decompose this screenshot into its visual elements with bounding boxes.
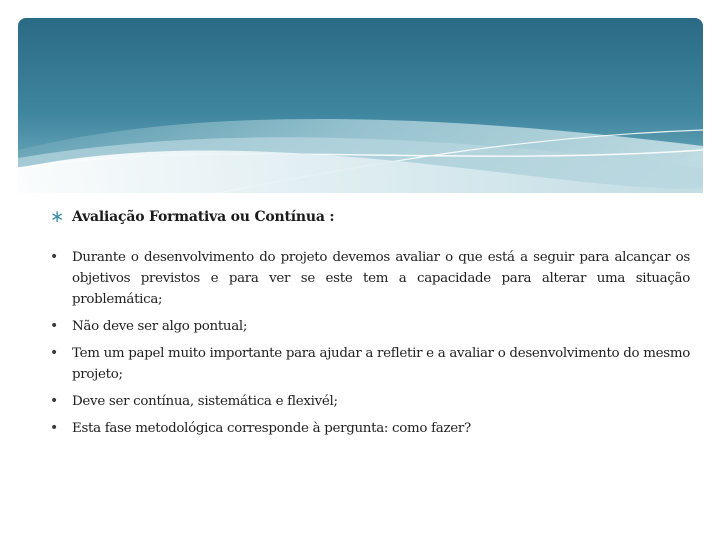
list-item	[50, 247, 690, 310]
heading-text: Avaliação Formativa ou Contínua :	[72, 209, 335, 225]
slide-content	[50, 205, 690, 445]
bullet-icon: •	[50, 345, 59, 361]
list-item-text: Não deve ser algo pontual;	[72, 319, 248, 334]
bullet-icon: •	[50, 420, 59, 436]
list-item-text: Deve ser contínua, sistemática e flexivél;	[72, 394, 338, 409]
list-item-text: Tem um papel muito importante para ajudar a refletir e a avaliar o desenvolvimento do mesmo projeto;	[72, 346, 690, 382]
list-item-text: Esta fase metodológica corresponde à pergunta: como fazer?	[72, 421, 471, 436]
bullet-icon: •	[50, 318, 59, 334]
list-item	[50, 343, 690, 385]
list-item	[50, 391, 690, 412]
list-item-text: Durante o desenvolvimento do projeto devemos avaliar o que está a seguir para alcançar os objetivos previstos e para ver se este tem a capacidade para alterar uma situação problemática;	[72, 250, 690, 307]
bullet-list	[50, 247, 690, 439]
bullet-icon: •	[50, 249, 59, 265]
asterisk-icon: ∗	[50, 207, 65, 227]
header-banner	[18, 18, 703, 193]
section-heading	[50, 205, 690, 229]
list-item	[50, 316, 690, 337]
bullet-icon: •	[50, 393, 59, 409]
list-item	[50, 418, 690, 439]
